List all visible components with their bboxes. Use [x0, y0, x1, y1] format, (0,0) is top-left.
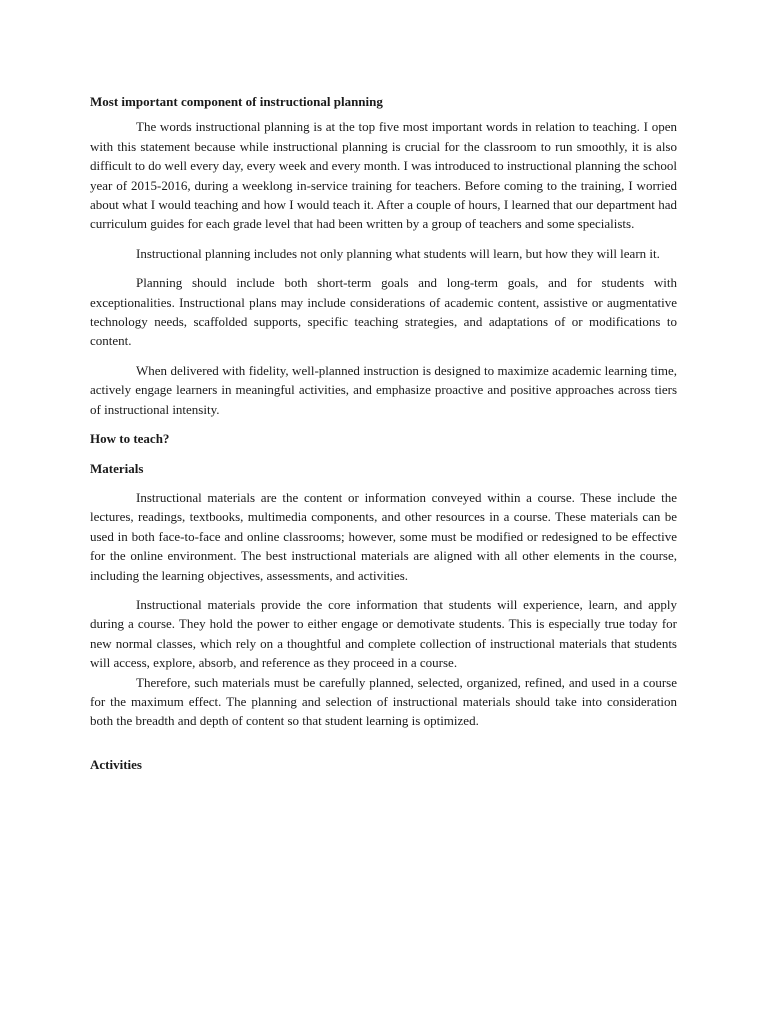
- paragraph-planning-includes: Instructional planning includes not only planning what students will learn, but how they will learn it.: [136, 245, 660, 261]
- document-page: [90, 92, 677, 774]
- heading-how-to-teach: How to teach?: [90, 431, 170, 447]
- paragraph-materials-definition: Instructional materials are the content or information conveyed within a course. These include the lectures, readings, textbooks, multimedia components, and other resources in a course. These materials can be used in both face-to-face and online classrooms; however, some must be modified or redesigned to be effective for the online environment. The best instructional materials are aligned with all other elements in the course, including the learning objectives, assessments, and activities.: [90, 489, 677, 583]
- paragraph-intro: The words instructional planning is at the top five most important words in relation to teaching. I open with this statement because while instructional planning is crucial for the classroom to run smoothly, it is also difficult to do well every day, every week and every month. I was introduced to instructional planning the school year of 2015-2016, during a weeklong in-service training for teachers. Before coming to the training, I worried about what I would teaching and how I would teach it. After a couple of hours, I learned that our department had curriculum guides for each grade level that had been written by a group of teachers and some specialists.: [90, 119, 677, 232]
- paragraph-materials-core: Instructional materials provide the core information that students will experience, learn, and apply during a course. They hold the power to either engage or demotivate students. This is especially true today for new normal classes, which rely on a thoughtful and complete collection of instructional materials that students will access, explore, absorb, and reference as they proceed in a course.: [90, 596, 677, 671]
- heading-activities: Activities: [90, 756, 142, 772]
- paragraph-fidelity: When delivered with fidelity, well-planned instruction is designed to maximize academic learning time, actively engage learners in meaningful activities, and emphasize proactive and positive approaches across tiers of instructional intensity.: [90, 362, 677, 417]
- heading-materials: Materials: [90, 460, 144, 476]
- paragraph-materials-therefore: Therefore, such materials must be carefully planned, selected, organized, refined, and used in a course for the maximum effect. The planning and selection of instructional materials should take into consideration both the breadth and depth of content so that student learning is optimized.: [90, 674, 677, 729]
- document-title: Most important component of instructional planning: [90, 94, 383, 109]
- paragraph-planning-goals: Planning should include both short-term goals and long-term goals, and for students with exceptionalities. Instructional plans may include considerations of academic content, assistive or augmentative technology needs, scaffolded supports, specific teaching strategies, and adaptations of or modifications to content.: [90, 275, 677, 349]
